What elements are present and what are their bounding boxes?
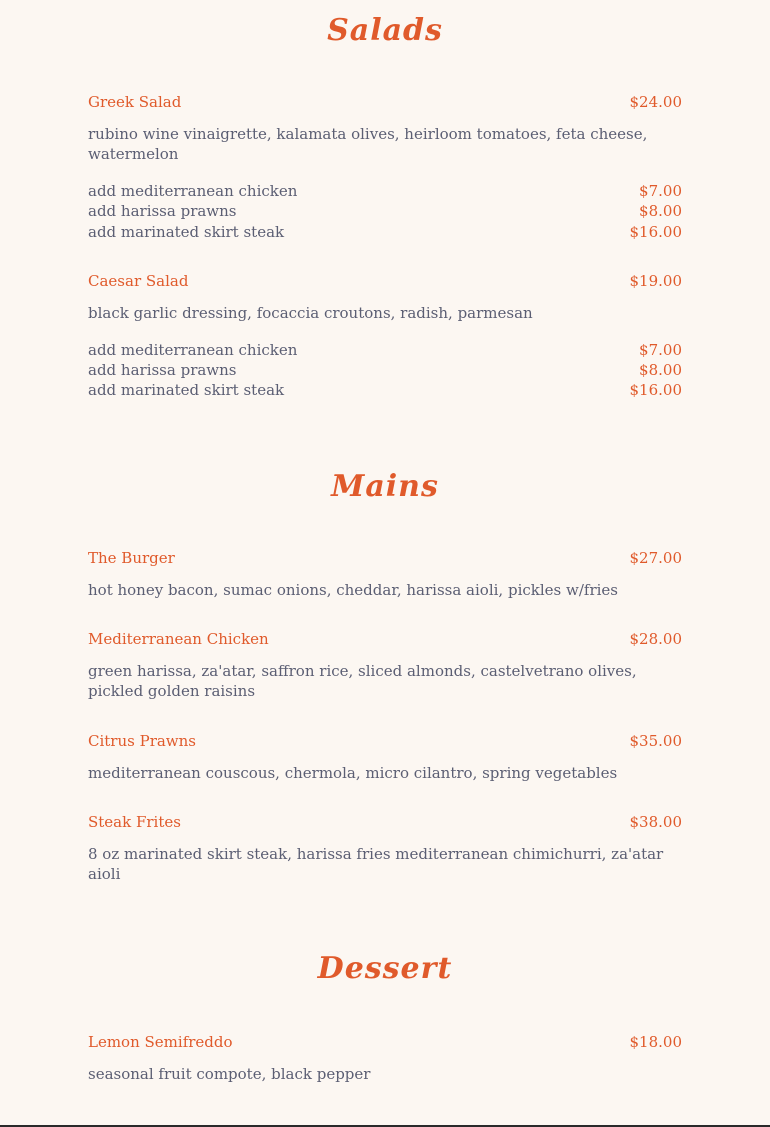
addon-name: add mediterranean chicken [88, 182, 298, 200]
item-name: Lemon Semifreddo [88, 1033, 233, 1051]
section-title-salads: Salads [327, 13, 443, 48]
item-name: Mediterranean Chicken [88, 630, 269, 648]
section-title-dessert: Dessert [317, 951, 453, 986]
addon-row [88, 181, 682, 201]
item-price: $24.00 [629, 93, 682, 111]
addon-row [88, 340, 682, 360]
menu-item-greek-salad [88, 92, 682, 112]
addon-price: $8.00 [639, 202, 682, 220]
addon-row [88, 380, 682, 400]
item-description: green harissa, za'atar, saffron rice, sliced almonds, castelvetrano olives, pickled golden raisins [88, 662, 637, 700]
item-price: $18.00 [629, 1033, 682, 1051]
item-name: Greek Salad [88, 93, 182, 111]
item-name: Citrus Prawns [88, 732, 197, 750]
item-price: $27.00 [629, 549, 682, 567]
section-title-mains: Mains [331, 469, 439, 504]
addon-row [88, 222, 682, 242]
item-name: Steak Frites [88, 813, 181, 831]
item-description: mediterranean couscous, chermola, micro cilantro, spring vegetables [88, 764, 618, 782]
menu-item-mediterranean-chicken [88, 629, 682, 649]
addon-price: $16.00 [629, 381, 682, 399]
item-price: $35.00 [629, 732, 682, 750]
addon-name: add harissa prawns [88, 361, 237, 379]
addon-name: add marinated skirt steak [88, 223, 285, 241]
addon-price: $16.00 [629, 223, 682, 241]
item-description: seasonal fruit compote, black pepper [88, 1065, 371, 1083]
addon-name: add harissa prawns [88, 202, 237, 220]
item-price: $38.00 [629, 813, 682, 831]
addon-name: add mediterranean chicken [88, 341, 298, 359]
menu-item-caesar-salad [88, 271, 682, 291]
item-price: $28.00 [629, 630, 682, 648]
item-price: $19.00 [629, 272, 682, 290]
addon-row [88, 201, 682, 221]
menu-item-the-burger [88, 548, 682, 568]
item-description: hot honey bacon, sumac onions, cheddar, harissa aioli, pickles w/fries [88, 581, 618, 599]
addon-price: $7.00 [639, 341, 682, 359]
item-description: black garlic dressing, focaccia croutons, radish, parmesan [88, 304, 533, 322]
menu-item-citrus-prawns [88, 731, 682, 751]
item-name: The Burger [88, 549, 175, 567]
addon-price: $8.00 [639, 361, 682, 379]
item-description: 8 oz marinated skirt steak, harissa fries mediterranean chimichurri, za'atar aioli [88, 845, 664, 883]
addon-price: $7.00 [639, 182, 682, 200]
addon-name: add marinated skirt steak [88, 381, 285, 399]
menu-item-lemon-semifreddo [88, 1032, 682, 1052]
item-description: rubino wine vinaigrette, kalamata olives, heirloom tomatoes, feta cheese, watermelon [88, 125, 648, 163]
addon-row [88, 360, 682, 380]
menu-item-steak-frites [88, 812, 682, 832]
item-name: Caesar Salad [88, 272, 189, 290]
